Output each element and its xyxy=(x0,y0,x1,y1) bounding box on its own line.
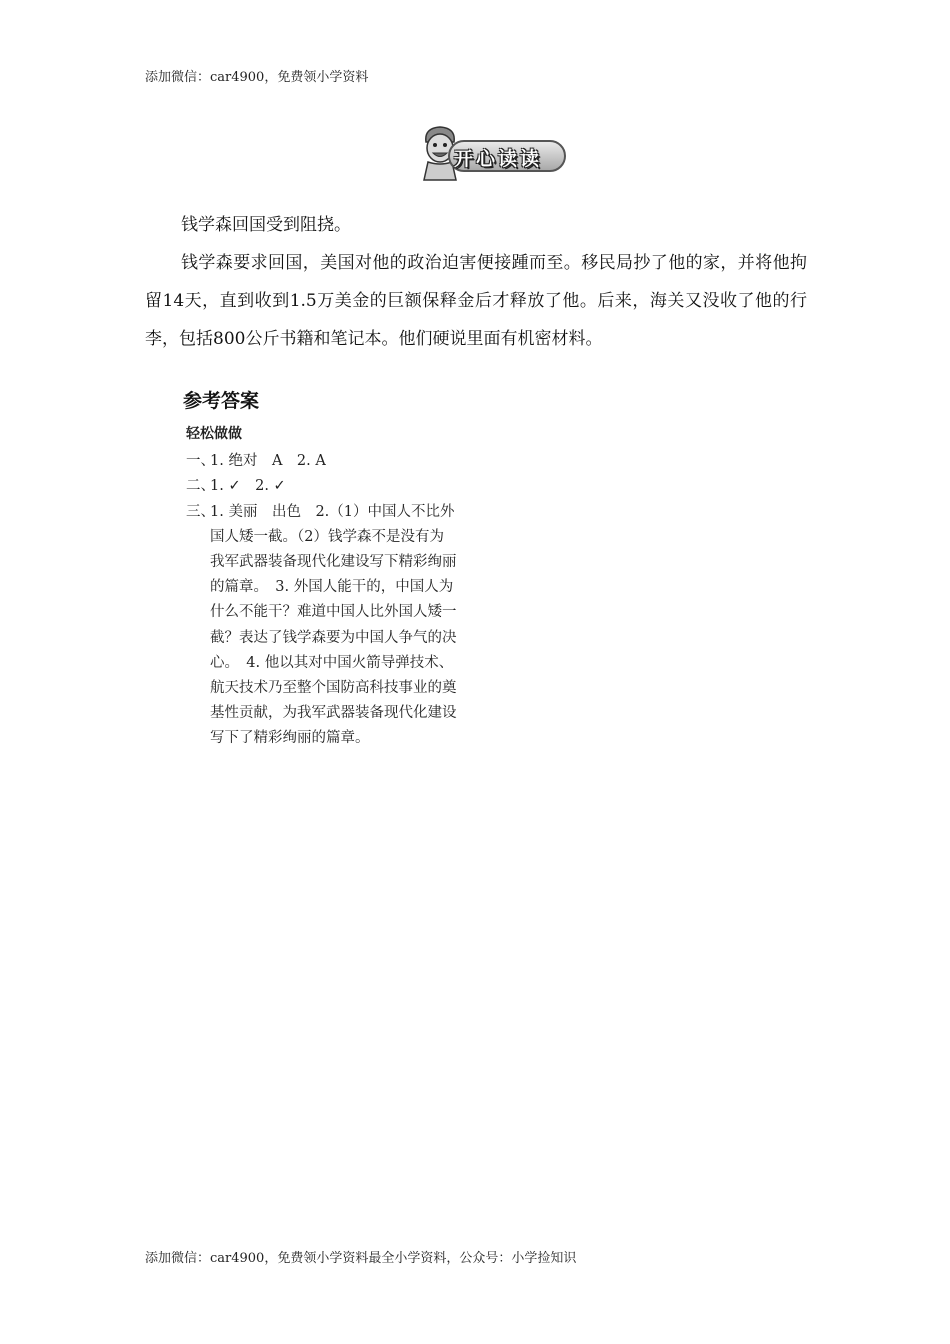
answer-item xyxy=(186,474,458,499)
answer-text: 1. 美丽 出色 2.（1）中国人不比外国人矮一截。（2）钱学森不是没有为我军武器装备现代化建设写下精彩绚丽的篇章。 3. 外国人能干的，中国人为什么不能干？难道中国人比外国人矮一截？表达了钱学森要为中国人争气的决心。 4. 他以其对中国火箭导弹技术、航天技术乃至整个国防高科技事业的奠基性贡献，为我军武器装备现代化建设写下了精彩绚丽的篇章。 xyxy=(210,503,457,747)
reading-passage xyxy=(145,206,807,358)
footer-watermark: 添加微信：car4900，免费领小学资料最全小学资料，公众号：小学捡知识 xyxy=(145,1251,577,1266)
answer-section-title: 轻松做做 xyxy=(186,426,242,442)
answer-text: 1. ✓ 2. ✓ xyxy=(210,478,286,495)
answer-number: 二、 xyxy=(186,478,215,495)
answer-key xyxy=(186,422,458,752)
answer-item xyxy=(186,449,458,474)
answer-number: 一、 xyxy=(186,453,215,470)
answer-item xyxy=(186,500,458,752)
answers-heading: 参考答案 xyxy=(183,390,260,412)
reading-paragraph: 钱学森要求回国，美国对他的政治迫害便接踵而至。移民局抄了他的家，并将他拘留14天，直到收到1.5万美金的巨额保释金后才释放了他。后来，海关又没收了他的行李，包括800公斤书籍和笔记本。他们硬说里面有机密材料。 xyxy=(145,253,807,349)
answer-text: 1. 绝对 A 2. A xyxy=(210,453,326,470)
answer-number: 三、 xyxy=(186,503,215,520)
banner-title: 开心读读 xyxy=(454,148,543,170)
header-watermark: 添加微信：car4900，免费领小学资料 xyxy=(145,70,369,85)
reading-banner xyxy=(418,124,568,182)
reading-title-line: 钱学森回国受到阻挠。 xyxy=(181,215,351,235)
